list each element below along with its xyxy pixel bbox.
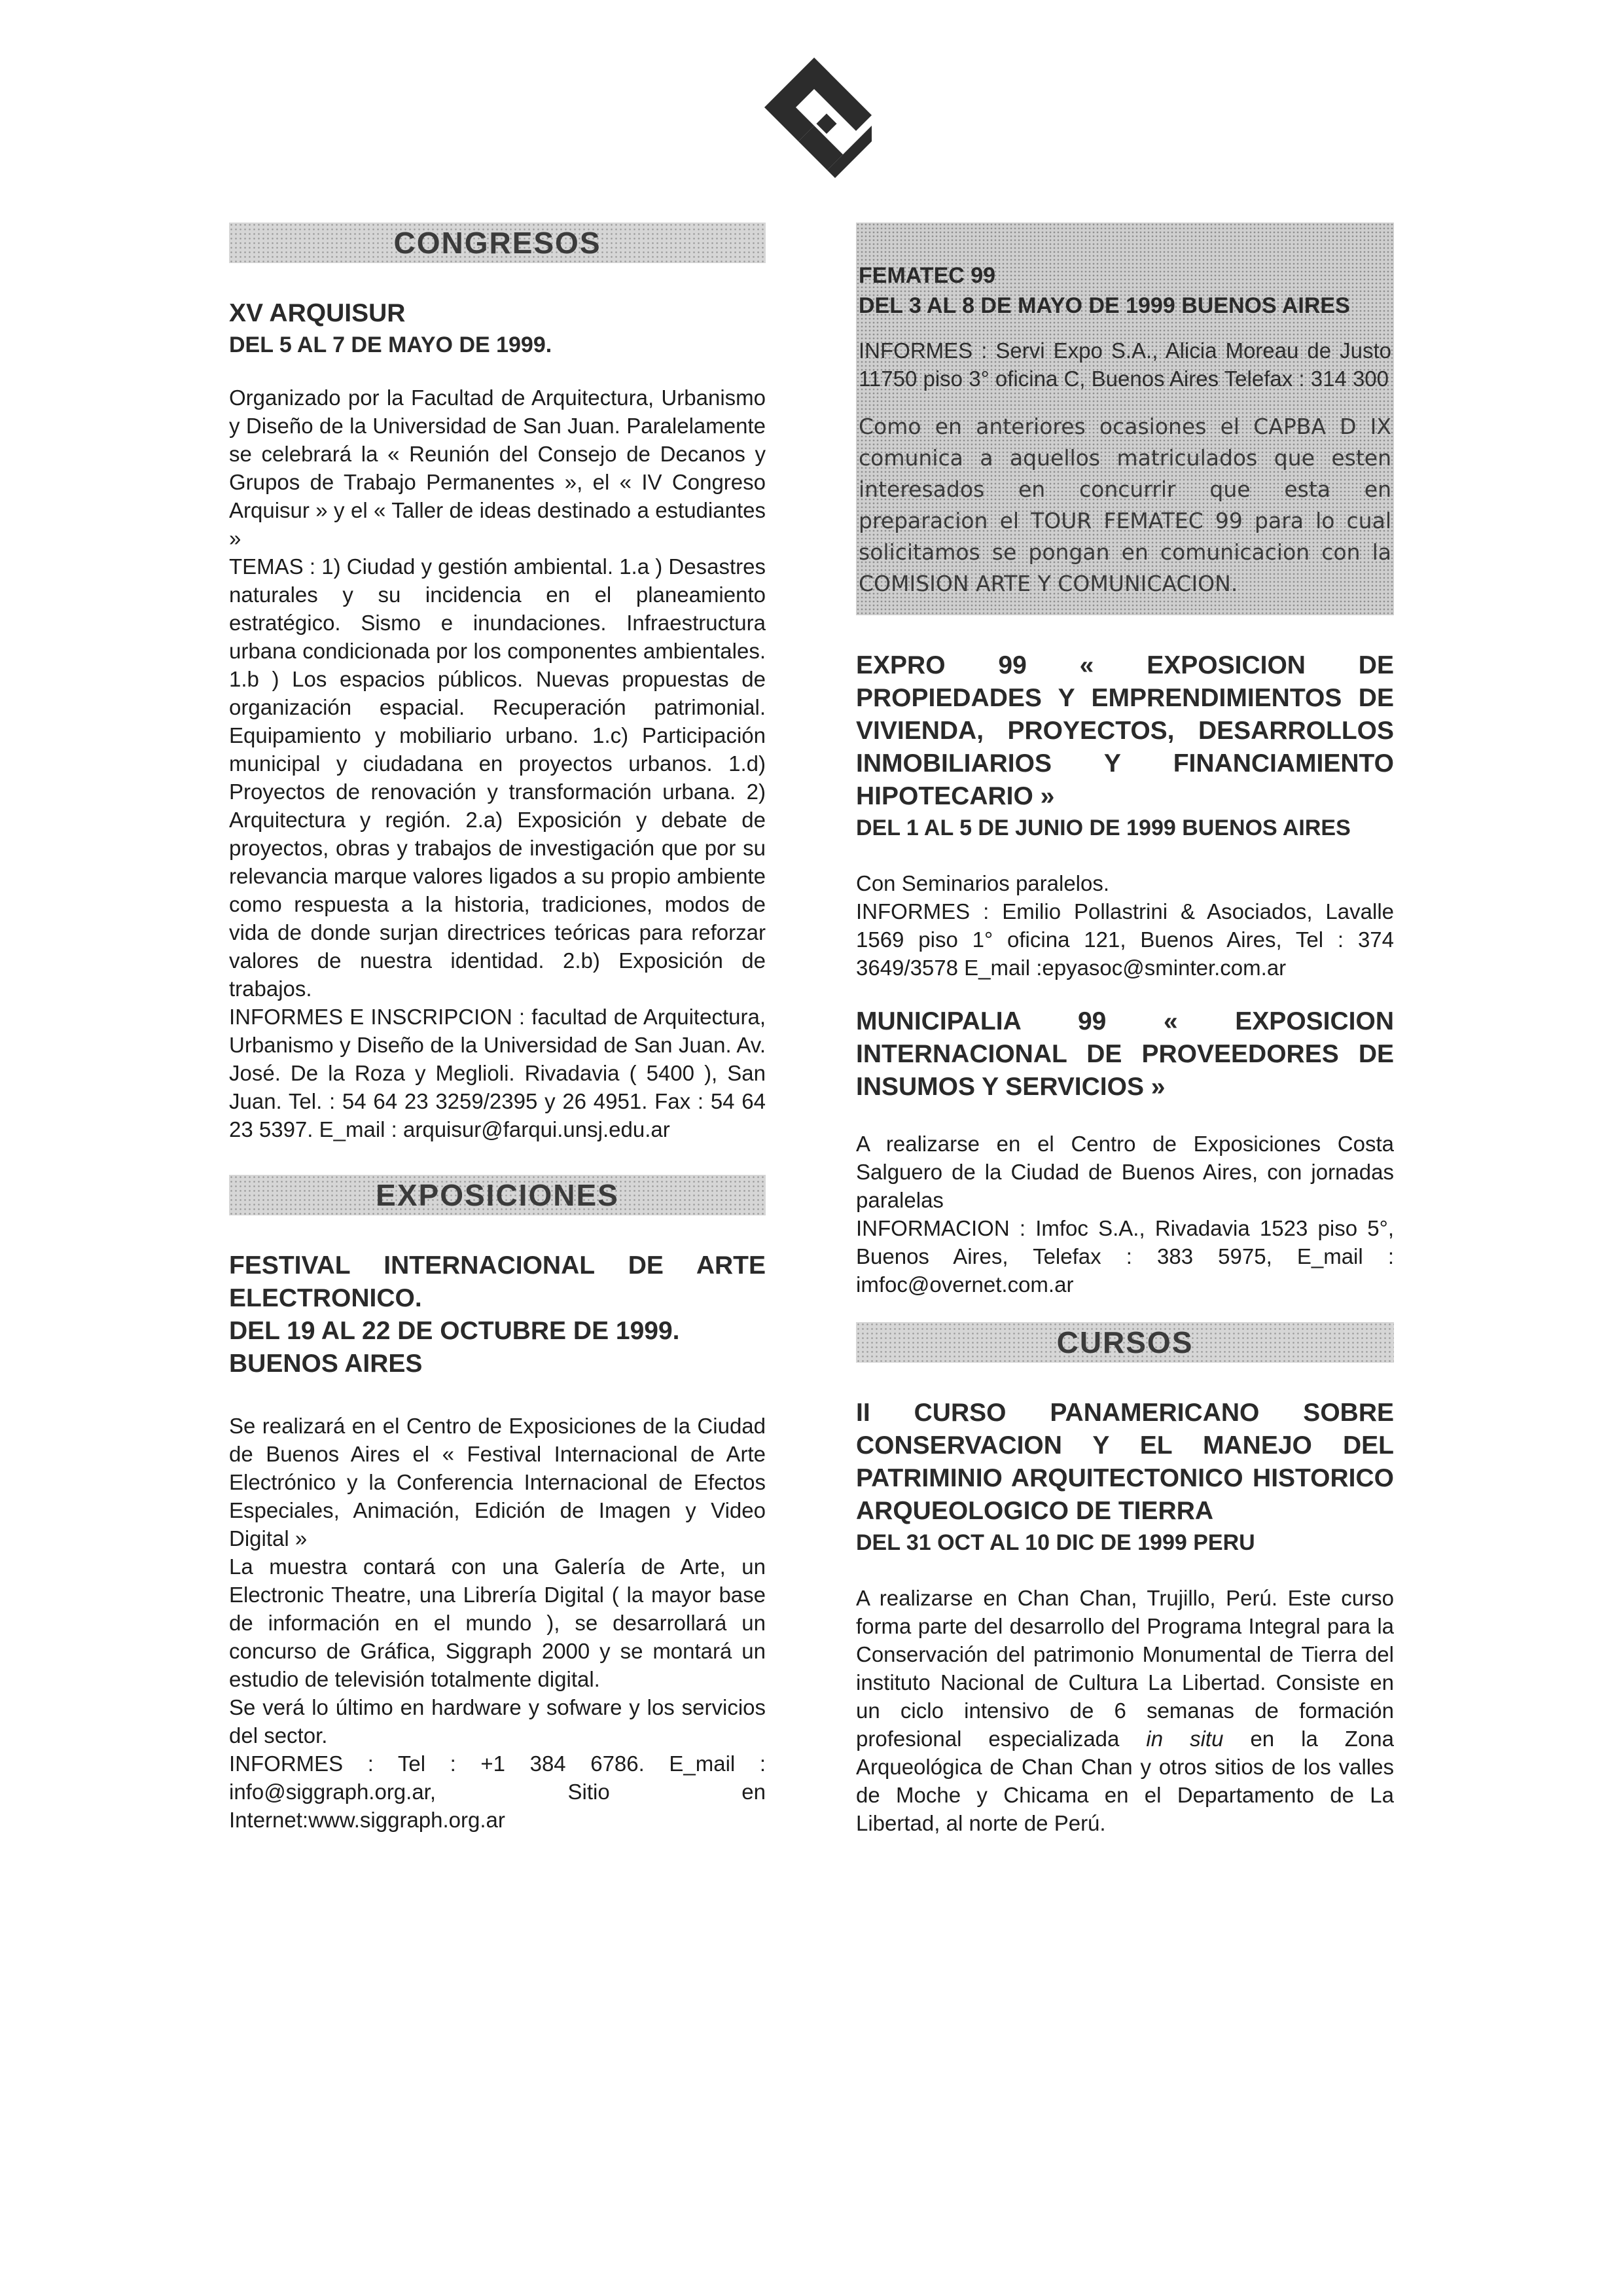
municipalia-intro: A realizarse en el Centro de Exposiciones Costa Salguero de la Ciudad de Buenos Aires, con jornadas paralelas <box>856 1132 1394 1212</box>
curso-body-after: en la Zona Arqueológica de Chan Chan y otros sitios de los valles de Moche y Chicama en el Departamento de La Libertad, al norte de Perú. <box>856 1727 1395 1835</box>
left-column <box>229 223 766 1834</box>
festival-intro: Se realizará en el Centro de Exposiciones de la Ciudad de Buenos Aires el « Festival Internacional de Arte Electrónico y la Conferencia Internacional de Efectos Especiales, Animación, Edición de Imagen y Video Digital » <box>229 1414 766 1551</box>
expro-body <box>856 869 1394 982</box>
curso-body-italic: in situ <box>1146 1727 1224 1751</box>
fematec-informes: INFORMES : Servi Expo S.A., Alicia Moreau de Justo 11750 piso 3° oficina C, Buenos Aires Telefax : 314 300 <box>859 338 1391 391</box>
exposiciones-banner: EXPOSICIONES <box>229 1175 766 1215</box>
expro-date: DEL 1 AL 5 DE JUNIO DE 1999 BUENOS AIRES <box>856 816 1351 840</box>
fematec-title: FEMATEC 99 <box>859 263 996 288</box>
curso-body <box>856 1584 1394 1837</box>
right-column <box>856 223 1394 1837</box>
curso-section <box>856 1397 1394 1837</box>
congresos-banner: CONGRESOS <box>229 223 766 263</box>
curso-body-before: A realizarse en Chan Chan, Trujillo, Perú. Este curso forma parte del desarrollo del Programa Integral para la Conservación del patrimonio Monumental de Tierra del instituto Nacional de Cultura La Libertad. Consiste en un ciclo intensivo de 6 semanas de formación profesional especializada <box>856 1586 1394 1751</box>
arquisur-informes: INFORMES E INSCRIPCION : facultad de Arquitectura, Urbanismo y Diseño de la Universidad de San Juan. Av. José. De la Roza y Meglioli. Rivadavia ( 5400 ), San Juan. Tel. : 54 64 23 3259/2395 y 26 4951. Fax : 54 64 23 5397. E_mail : arquisur@farqui.unsj.edu.ar <box>229 1005 766 1141</box>
expro-seminarios: Con Seminarios paralelos. <box>856 871 1110 895</box>
arquisur-body <box>229 384 766 1143</box>
cf-logo-icon <box>759 52 877 190</box>
municipalia-informes: INFORMACION : Imfoc S.A., Rivadavia 1523 piso 5°, Buenos Aires, Telefax : 383 5975, E_mail : imfoc@overnet.com.ar <box>856 1216 1394 1297</box>
expro-section <box>856 649 1394 982</box>
festival-vera: Se verá lo último en hardware y sofware y los servicios del sector. <box>229 1695 766 1748</box>
arquisur-temas: TEMAS : 1) Ciudad y gestión ambiental. 1.a ) Desastres naturales y su incidencia en el planeamiento estratégico. Sismo e inundaciones. Infraestructura urbana condicionada por los componentes ambientales. 1.b ) Los espacios públicos. Nuevas propuestas de organización espacial. Recuperación patrimonial. Equipamiento y mobiliario urbano. 1.c) Participación municipal y ciudadana en proyectos urbanos. 1.d) Proyectos de renovación y transformación urbana. 2) Arquitectura y región. 2.a) Exposición y debate de proyectos, obras y trabajos de investigación que por su relevancia marque valores ligados a su propio ambiente como respuesta a la historia, tradiciones, modos de vida de donde surjan directrices teóricas para reforzar valores de nuestra identidad. 2.b) Exposición de trabajos. <box>229 554 766 1001</box>
expro-title: EXPRO 99 « EXPOSICION DE PROPIEDADES Y EMPRENDIMIENTOS DE VIVIENDA, PROYECTOS, DESARROLLOS INMOBILIARIOS Y FINANCIAMIENTO HIPOTECARIO » <box>856 651 1394 810</box>
festival-title: FESTIVAL INTERNACIONAL DE ARTE ELECTRONICO. <box>229 1251 766 1312</box>
festival-body <box>229 1412 766 1834</box>
festival-date: DEL 19 AL 22 DE OCTUBRE DE 1999. <box>229 1317 680 1345</box>
fematec-date: DEL 3 AL 8 DE MAYO DE 1999 BUENOS AIRES <box>859 293 1350 318</box>
expro-informes: INFORMES : Emilio Pollastrini & Asociados, Lavalle 1569 piso 1° oficina 121, Buenos Aires, Tel : 374 3649/3578 E_mail :epyasoc@sminter.com.ar <box>856 899 1394 980</box>
municipalia-section <box>856 1005 1394 1299</box>
fematec-note: Como en anteriores ocasiones el CAPBA D IX comunica a aquellos matriculados que esten interesados en concurrir que esta en preparacion el TOUR FEMATEC 99 para lo cual solicitamos se pongan en comunicacion con la COMISION ARTE Y COMUNICACION. <box>859 414 1391 596</box>
cursos-banner: CURSOS <box>856 1322 1394 1363</box>
municipalia-body <box>856 1130 1394 1299</box>
fematec-box <box>856 223 1394 615</box>
festival-city: BUENOS AIRES <box>229 1350 423 1378</box>
arquisur-section <box>229 297 766 1143</box>
curso-title: II CURSO PANAMERICANO SOBRE CONSERVACION Y EL MANEJO DEL PATRIMINIO ARQUITECTONICO HISTORICO ARQUEOLOGICO DE TIERRA <box>856 1399 1394 1525</box>
festival-section <box>229 1249 766 1834</box>
festival-muestra: La muestra contará con una Galería de Arte, un Electronic Theatre, una Librería Digital ( la mayor base de información en el mundo ), se desarrollará un concurso de Gráfica, Siggraph 2000 y se montará un estudio de televisión totalmente digital. <box>229 1554 766 1691</box>
arquisur-date: DEL 5 AL 7 DE MAYO DE 1999. <box>229 332 552 357</box>
festival-informes: INFORMES : Tel : +1 384 6786. E_mail : info@siggraph.org.ar, Sitio en Internet:www.siggraph.org.ar <box>229 1751 766 1832</box>
municipalia-title: MUNICIPALIA 99 « EXPOSICION INTERNACIONAL DE PROVEEDORES DE INSUMOS Y SERVICIOS » <box>856 1007 1394 1101</box>
curso-date: DEL 31 OCT AL 10 DIC DE 1999 PERU <box>856 1530 1255 1555</box>
arquisur-title: XV ARQUISUR <box>229 299 406 327</box>
arquisur-intro: Organizado por la Facultad de Arquitectura, Urbanismo y Diseño de la Universidad de San Juan. Paralelamente se celebrará la « Reunión del Consejo de Decanos y Grupos de Trabajo Permanentes », el « IV Congreso Arquisur » y el « Taller de ideas destinado a estudiantes » <box>229 386 766 550</box>
